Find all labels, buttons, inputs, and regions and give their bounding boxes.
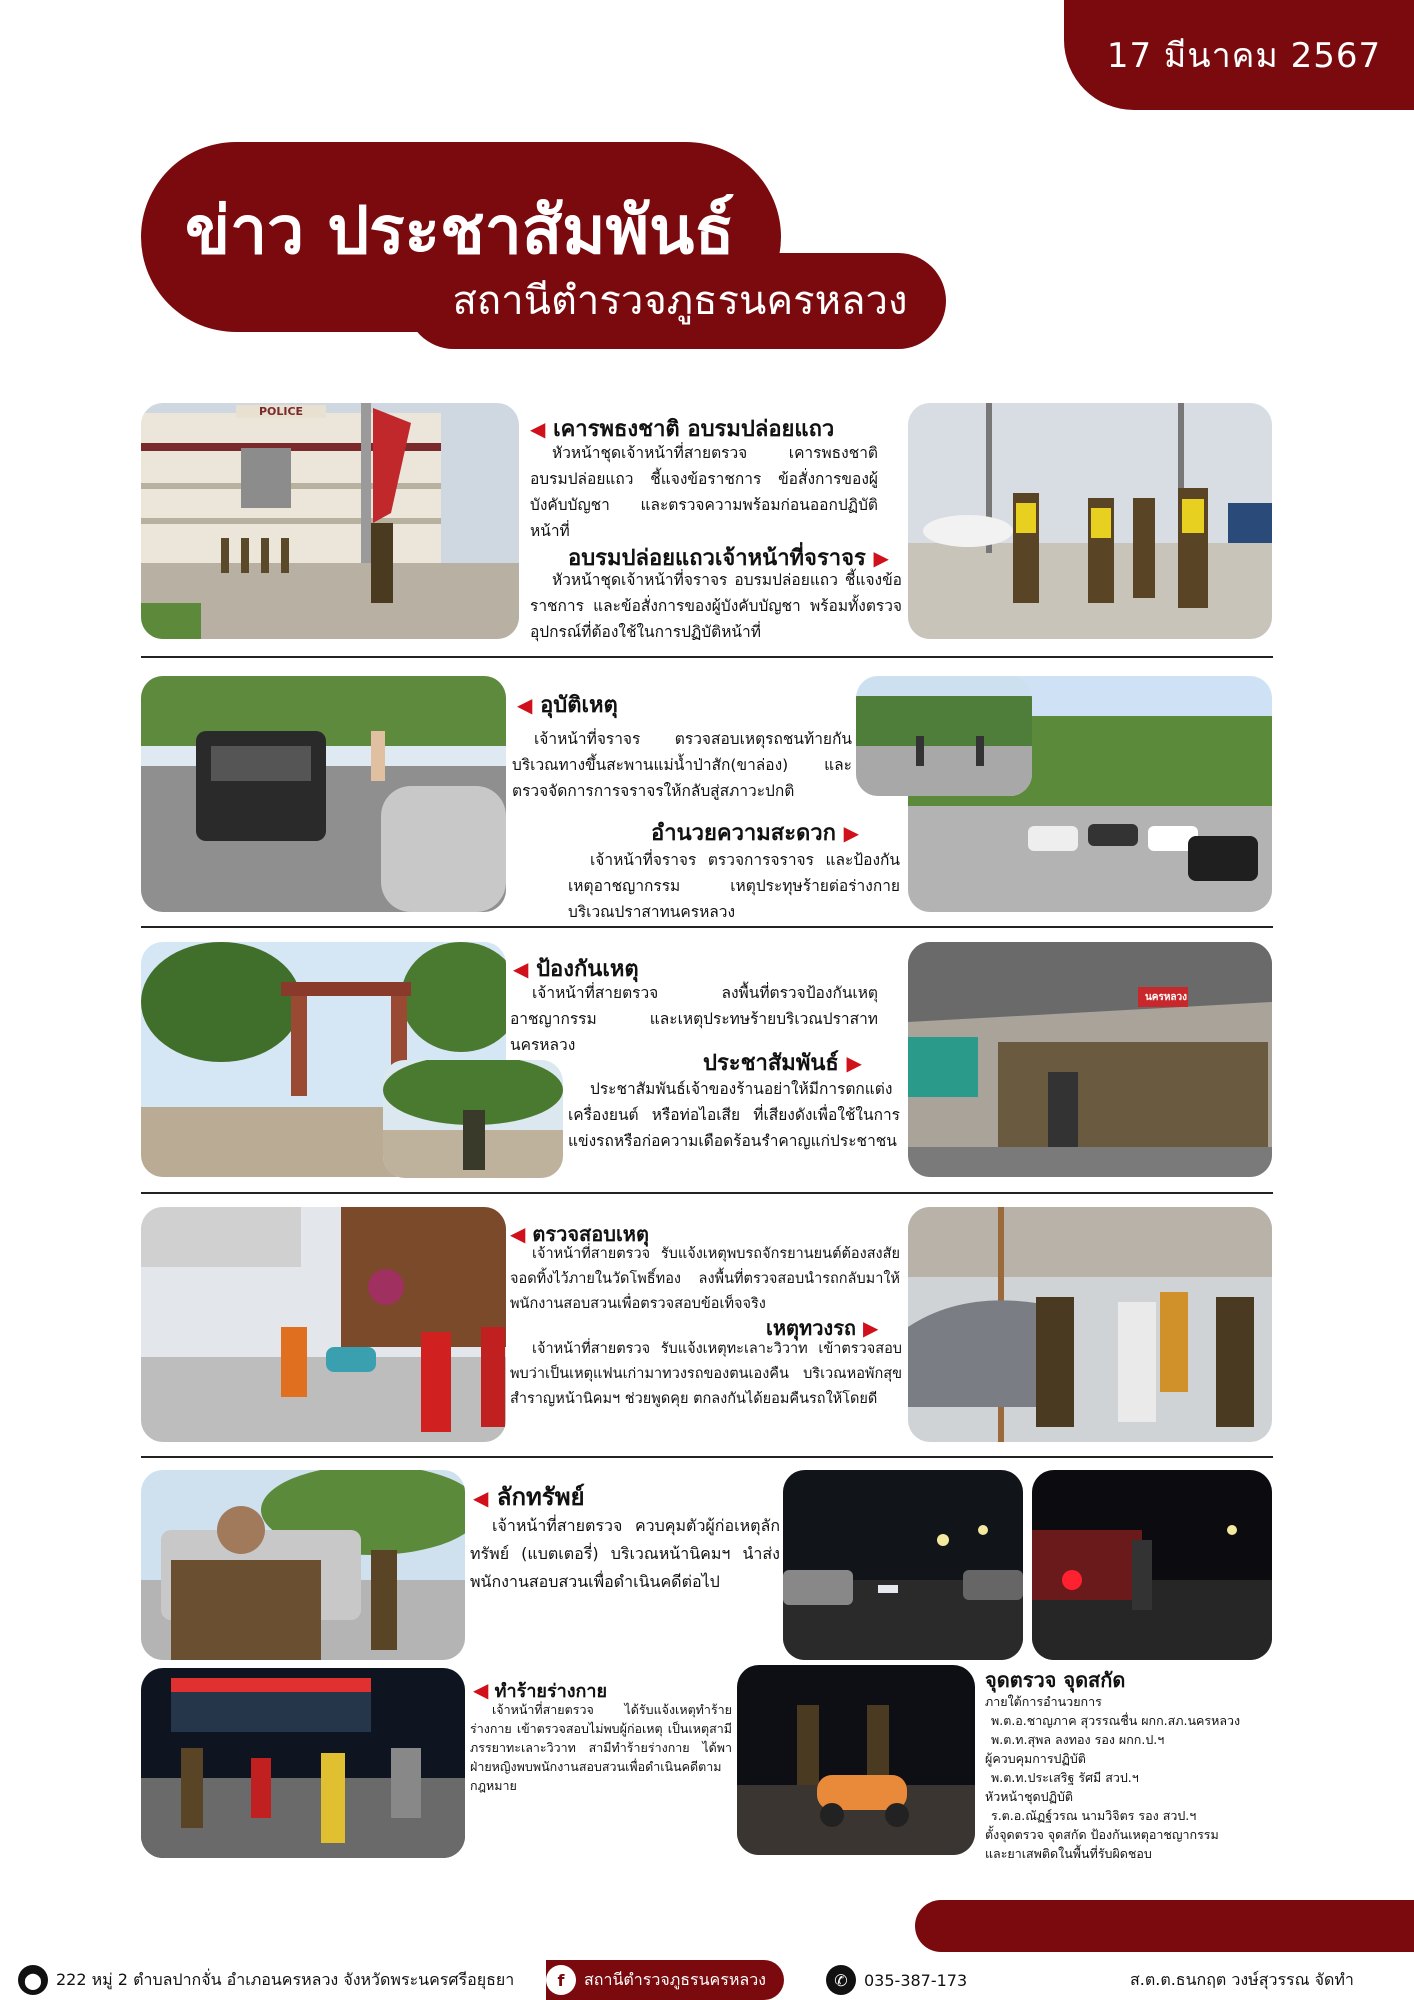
checkpoint-line: ตั้งจุดตรวจ จุดสกัด ป้องกันเหตุอาชญากรรม (985, 1827, 1219, 1842)
page-title: ข่าว ประชาสัมพันธ์ (185, 192, 735, 269)
arrow-left-icon: ◀ (473, 1486, 489, 1510)
heading-text: อุบัติเหตุ (540, 693, 618, 718)
photo-shop-visit (908, 942, 1272, 1177)
photo-assault (141, 1668, 465, 1858)
photo-suspicious-motorcycle (141, 1207, 506, 1442)
heading-text: อำนวยความสะดวก (651, 821, 836, 846)
text-traffic-briefing: หัวหน้าชุดเจ้าหน้าที่จราจร อบรมปล่อยแถว ชี้แจงข้อราชการ และข้อสั่งการของผู้บังคับบัญชา พร้อมทั้งตรวจอุปกรณ์ที่ต้องใช้ในการปฏิบัติหน้าที่ (530, 571, 902, 641)
text-assault: เจ้าหน้าที่สายตรวจ ได้รับแจ้งเหตุทำร้ายร่างกาย เข้าตรวจสอบไม่พบผู้ก่อเหตุ เป็นเหตุสามีภรรยาทะเลาะวิวาท สามีทำร้ายร่างกาย ได้พาฝ่ายหญิงพบพนักงานสอบสวนเพื่อดำเนินคดีตามกฎหมาย (470, 1702, 732, 1793)
section-divider (141, 1192, 1273, 1194)
date-badge: 17 มีนาคม 2567 (1064, 0, 1414, 110)
arrow-left-icon: ◀ (473, 1678, 489, 1702)
text-public-relations: ประชาสัมพันธ์เจ้าของร้านอย่าให้มีการตกแต่ง เครื่องยนต์ หรือท่อไอเสีย ที่เสียงดังเพื่อใช้ในการแข่งรถหรือก่อความเดือดร้อนรำคาญแก่ประชาชน (568, 1080, 900, 1150)
photo-night-checkpoint-2 (1032, 1470, 1272, 1660)
footer-phone[interactable] (826, 1960, 967, 2000)
text-theft: เจ้าหน้าที่สายตรวจ ควบคุมตัวผู้ก่อเหตุลักทรัพย์ (แบตเตอรี่) บริเวณหน้านิคมฯ นำส่งพนักงานสอบสวนเพื่อดำเนินคดีต่อไป (470, 1516, 780, 1591)
heading-public-relations (703, 1045, 862, 1080)
arrow-right-icon: ▶ (843, 821, 860, 845)
footer-accent-bar (915, 1900, 1414, 1952)
checkpoint-line: หัวหน้าชุดปฏิบัติ (985, 1789, 1074, 1804)
heading-theft (473, 1477, 585, 1516)
heading-text: อบรมปล่อยแถวเจ้าหน้าที่จราจร (568, 546, 866, 571)
arrow-left-icon: ◀ (510, 1222, 526, 1246)
page-subtitle: สถานีตำรวจภูธรนครหลวง (452, 278, 908, 324)
section-divider (141, 656, 1273, 658)
location-pin-icon: ⬤ (18, 1965, 48, 1995)
phone-text: 035-387-173 (864, 1970, 968, 1990)
heading-accident (517, 687, 618, 722)
footer-author (1130, 1960, 1354, 2000)
heading-text: ลักทรัพย์ (496, 1483, 585, 1511)
arrow-left-icon: ◀ (513, 957, 529, 981)
arrow-right-icon: ▶ (873, 546, 889, 570)
checkpoint-line: ผู้ควบคุมการปฏิบัติ (985, 1751, 1086, 1766)
photo-roadside (856, 676, 1032, 796)
checkpoint-line: พ.ต.อ.ชาญภาค สุวรรณชื่น ผกก.สภ.นครหลวง (991, 1713, 1241, 1728)
photo-traffic-officers (908, 403, 1272, 639)
heading-text: เคารพธงชาติ อบรมปล่อยแถว (553, 417, 835, 442)
heading-text: ทำร้ายร่างกาย (494, 1681, 608, 1702)
text-flag-ceremony: หัวหน้าชุดเจ้าหน้าที่สายตรวจ เคารพธงชาติ อบรมปล่อยแถว ชี้แจงข้อราชการ ข้อสั่งการของผู้บังคับบัญชา และตรวจความพร้อมก่อนออกปฏิบัติหน้าที่ (530, 444, 878, 540)
text-vehicle-dispute: เจ้าหน้าที่สายตรวจ รับแจ้งเหตุทะเลาะวิวาท เข้าตรวจสอบพบว่าเป็นเหตุแฟนเก่ามาทวงรถของตนเองคืน บริเวณหอพักสุขสำราญหน้านิคมฯ ช่วยพูดคุย ตกลงกันได้ยอมคืนรถให้โดยดี (510, 1341, 902, 1407)
arrow-right-icon: ▶ (846, 1051, 862, 1075)
arrow-left-icon: ◀ (517, 693, 533, 717)
photo-flag-ceremony (141, 403, 519, 639)
checkpoint-line: ภายใต้การอำนวยการ (985, 1694, 1102, 1709)
footer-facebook[interactable] (546, 1960, 784, 2000)
heading-text: ป้องกันเหตุ (536, 957, 639, 982)
photo-patrol-officer (383, 1060, 563, 1178)
checkpoint-details (985, 1692, 1275, 1863)
text-accident: เจ้าหน้าที่จราจร ตรวจสอบเหตุรถชนท้ายกัน บริเวณทางขึ้นสะพานแม่น้ำป่าสัก(ขาล่อง) และ ตรวจจัดการการจราจรให้กลับสู่สภาวะปกติ (512, 730, 852, 800)
section-divider (141, 926, 1273, 928)
facebook-icon: f (546, 1965, 576, 1995)
checkpoint-line: ร.ต.อ.ณัฏฐ์วรณ นามวิจิตร รอง สวป.ฯ (991, 1808, 1197, 1823)
footer (0, 1960, 1414, 2000)
police-sign: POLICE (236, 405, 326, 418)
arrow-left-icon: ◀ (530, 417, 546, 441)
facebook-text: สถานีตำรวจภูธรนครหลวง (584, 1969, 766, 1989)
shop-sign: นครหลวง (1144, 992, 1188, 1003)
checkpoint-line: พ.ต.ท.สุพล ลงทอง รอง ผกก.ป.ฯ (991, 1732, 1165, 1747)
heading-text: จุดตรวจ จุดสกัด (985, 1668, 1126, 1692)
heading-text: ประชาสัมพันธ์ (703, 1051, 839, 1076)
photo-accident (141, 676, 506, 912)
heading-traffic-service (651, 815, 859, 850)
photo-vehicle-dispute (908, 1207, 1272, 1442)
phone-icon: ✆ (826, 1965, 856, 1995)
photo-theft-arrest (141, 1470, 465, 1660)
author-text: ส.ต.ต.ธนกฤต วงษ์สุวรรณ จัดทำ (1130, 1969, 1354, 1989)
text-traffic-service: เจ้าหน้าที่จราจร ตรวจการจราจร และป้องกันเหตุอาชญากรรม เหตุประทุษร้ายต่อร่างกาย บริเวณปราสาทนครหลวง (568, 851, 900, 921)
checkpoint-line: พ.ต.ท.ประเสริฐ รัศมี สวป.ฯ (991, 1770, 1139, 1785)
footer-address (18, 1960, 514, 2000)
photo-motorcycle-check (737, 1665, 975, 1855)
text-prevention: เจ้าหน้าที่สายตรวจ ลงพื้นที่ตรวจป้องกันเหตุอาชญากรรม และเหตุประทษร้ายบริเวณปราสาทนครหลวง (510, 984, 878, 1054)
heading-text: ตรวจสอบเหตุ (532, 1222, 649, 1246)
checkpoint-line: และยาเสพติดในพื้นที่รับผิดชอบ (985, 1846, 1152, 1861)
photo-night-checkpoint-1 (783, 1470, 1023, 1660)
heading-text: เหตุทวงรถ (766, 1316, 857, 1340)
section-divider (141, 1456, 1273, 1458)
arrow-right-icon: ▶ (863, 1316, 879, 1340)
text-investigation: เจ้าหน้าที่สายตรวจ รับแจ้งเหตุพบรถจักรยานยนต์ต้องสงสัยจอดทิ้งไว้ภายในวัดโพธิ์ทอง ลงพื้นที่ตรวจสอบนำรถกลับมาให้พนักงานสอบสวนเพื่อตรวจสอบข้อเท็จจริง (510, 1246, 900, 1312)
address-text: 222 หมู่ 2 ตำบลปากจั่น อำเภอนครหลวง จังหวัดพระนครศรีอยุธยา (56, 1969, 515, 1989)
